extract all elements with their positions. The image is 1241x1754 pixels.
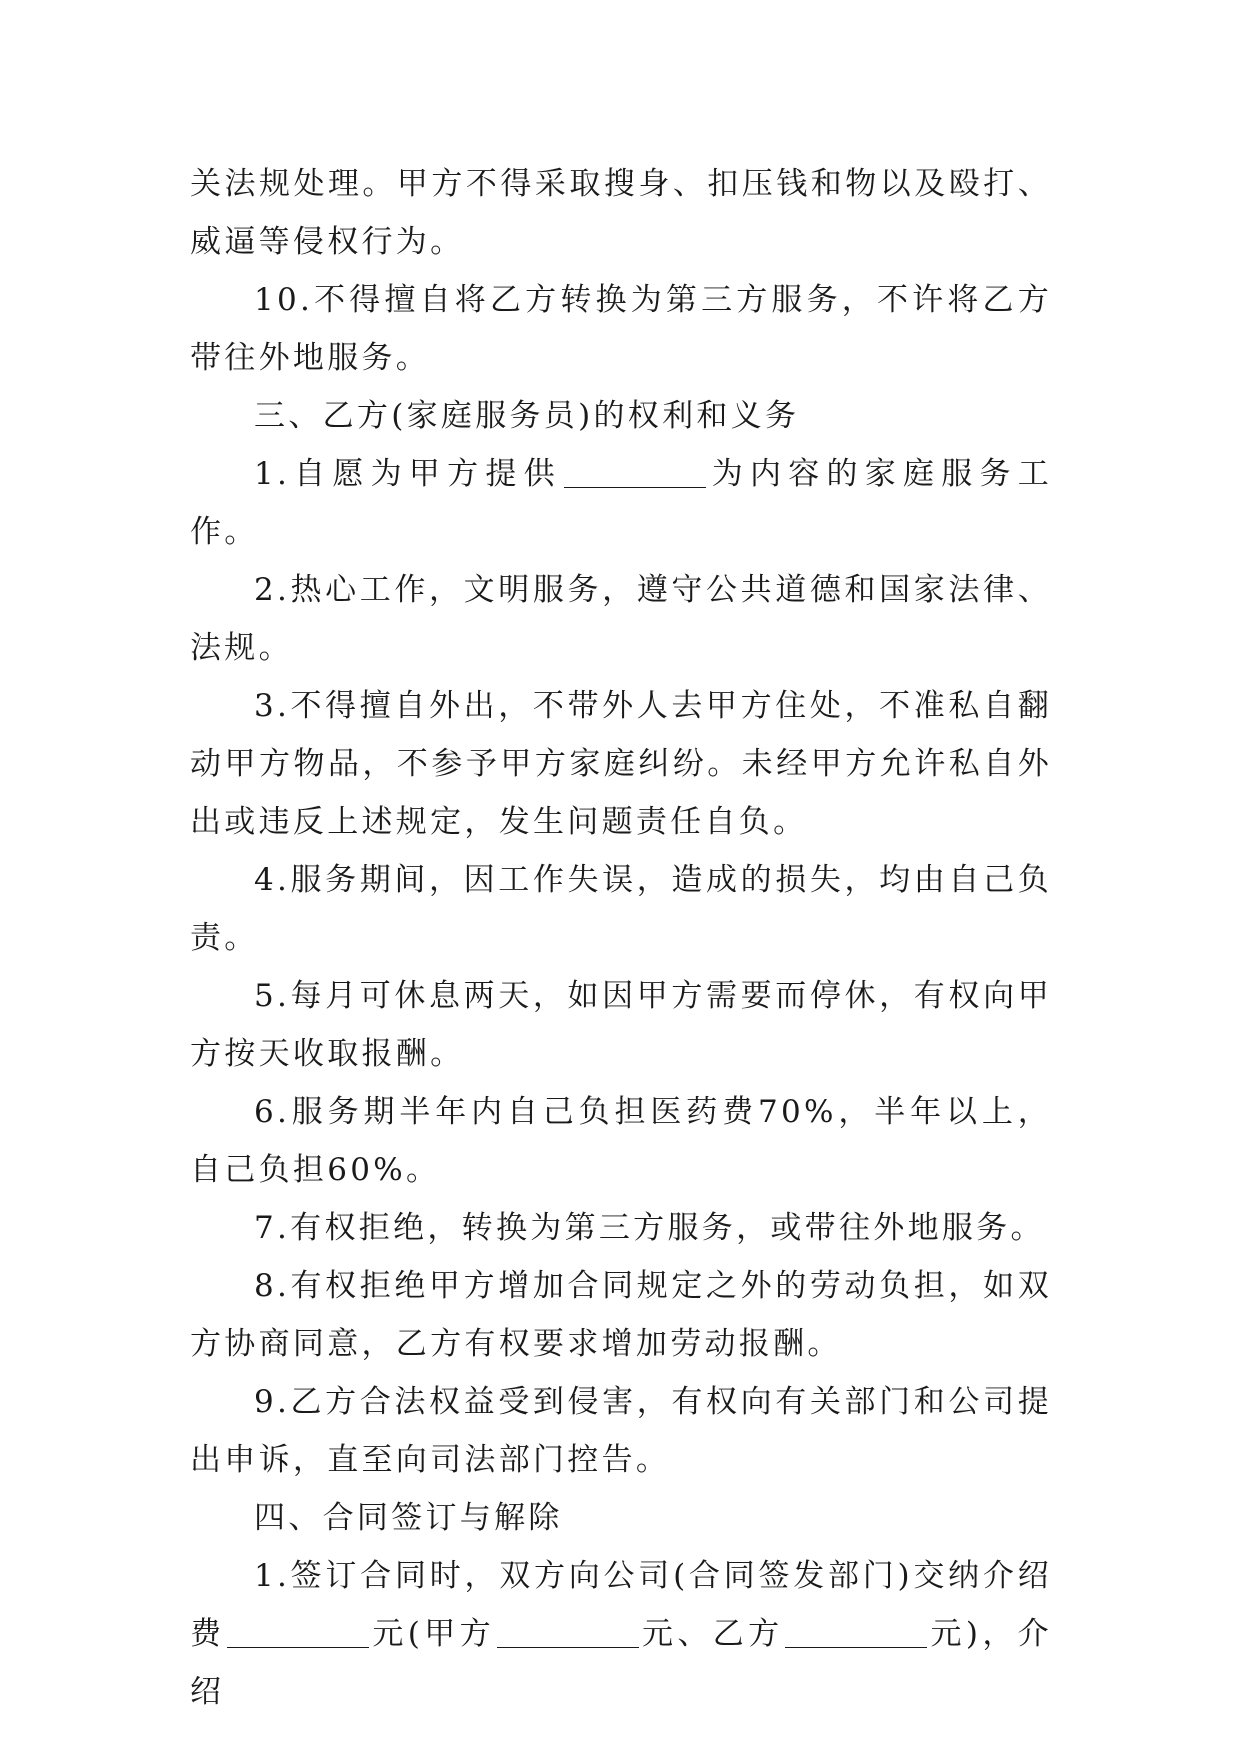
paragraph-text: 为内容的家庭服务工作。	[190, 456, 1053, 550]
paragraph-item-4: 4.服务期间，因工作失误，造成的损失，均由自己负责。	[190, 862, 1052, 956]
paragraph-text: 元)，介绍	[190, 1616, 1052, 1710]
paragraph-item-9: 9.乙方合法权益受到侵害，有权向有关部门和公司提出申诉，直至向司法部门控告。	[190, 1384, 1052, 1478]
section-heading-contract-signing: 四、合同签订与解除	[254, 1500, 563, 1536]
fill-in-blank[interactable]	[564, 457, 706, 488]
paragraph-text: 元、乙方	[640, 1616, 784, 1652]
paragraph-item-3: 3.不得擅自外出，不带外人去甲方住处，不准私自翻动甲方物品，不参予甲方家庭纠纷。未经甲方允许私自外出或违反上述规定，发生问题责任自负。	[190, 688, 1052, 840]
section-heading-party-b-rights: 三、乙方(家庭服务员)的权利和义务	[254, 398, 800, 434]
paragraph-item-2: 2.热心工作，文明服务，遵守公共道德和国家法律、法规。	[190, 572, 1052, 666]
fill-in-blank-party-a-fee[interactable]	[497, 1617, 639, 1648]
paragraph-text: 1.签订合同时，双方向公司(合同签发部门)交纳介绍费	[190, 1558, 1052, 1652]
paragraph-signing-fee	[190, 1547, 1052, 1721]
paragraph-continuation: 关法规处理。甲方不得采取搜身、扣压钱和物以及殴打、威逼等侵权行为。	[190, 166, 1052, 260]
document-body	[190, 155, 1052, 1721]
paragraph-item-8: 8.有权拒绝甲方增加合同规定之外的劳动负担，如双方协商同意，乙方有权要求增加劳动报酬。	[190, 1268, 1052, 1362]
paragraph-text: 1.自愿为甲方提供	[254, 456, 562, 492]
fill-in-blank-party-b-fee[interactable]	[785, 1617, 927, 1648]
paragraph-item-10: 10.不得擅自将乙方转换为第三方服务，不许将乙方带往外地服务。	[190, 282, 1052, 376]
paragraph-item-6: 6.服务期半年内自己负担医药费70%，半年以上，自己负担60%。	[190, 1094, 1052, 1188]
paragraph-text: 元(甲方	[371, 1616, 495, 1652]
paragraph-item-1	[190, 445, 1052, 561]
fill-in-blank-total-fee[interactable]	[227, 1617, 369, 1648]
paragraph-item-5: 5.每月可休息两天，如因甲方需要而停休，有权向甲方按天收取报酬。	[190, 978, 1052, 1072]
paragraph-item-7: 7.有权拒绝，转换为第三方服务，或带往外地服务。	[254, 1210, 1045, 1246]
